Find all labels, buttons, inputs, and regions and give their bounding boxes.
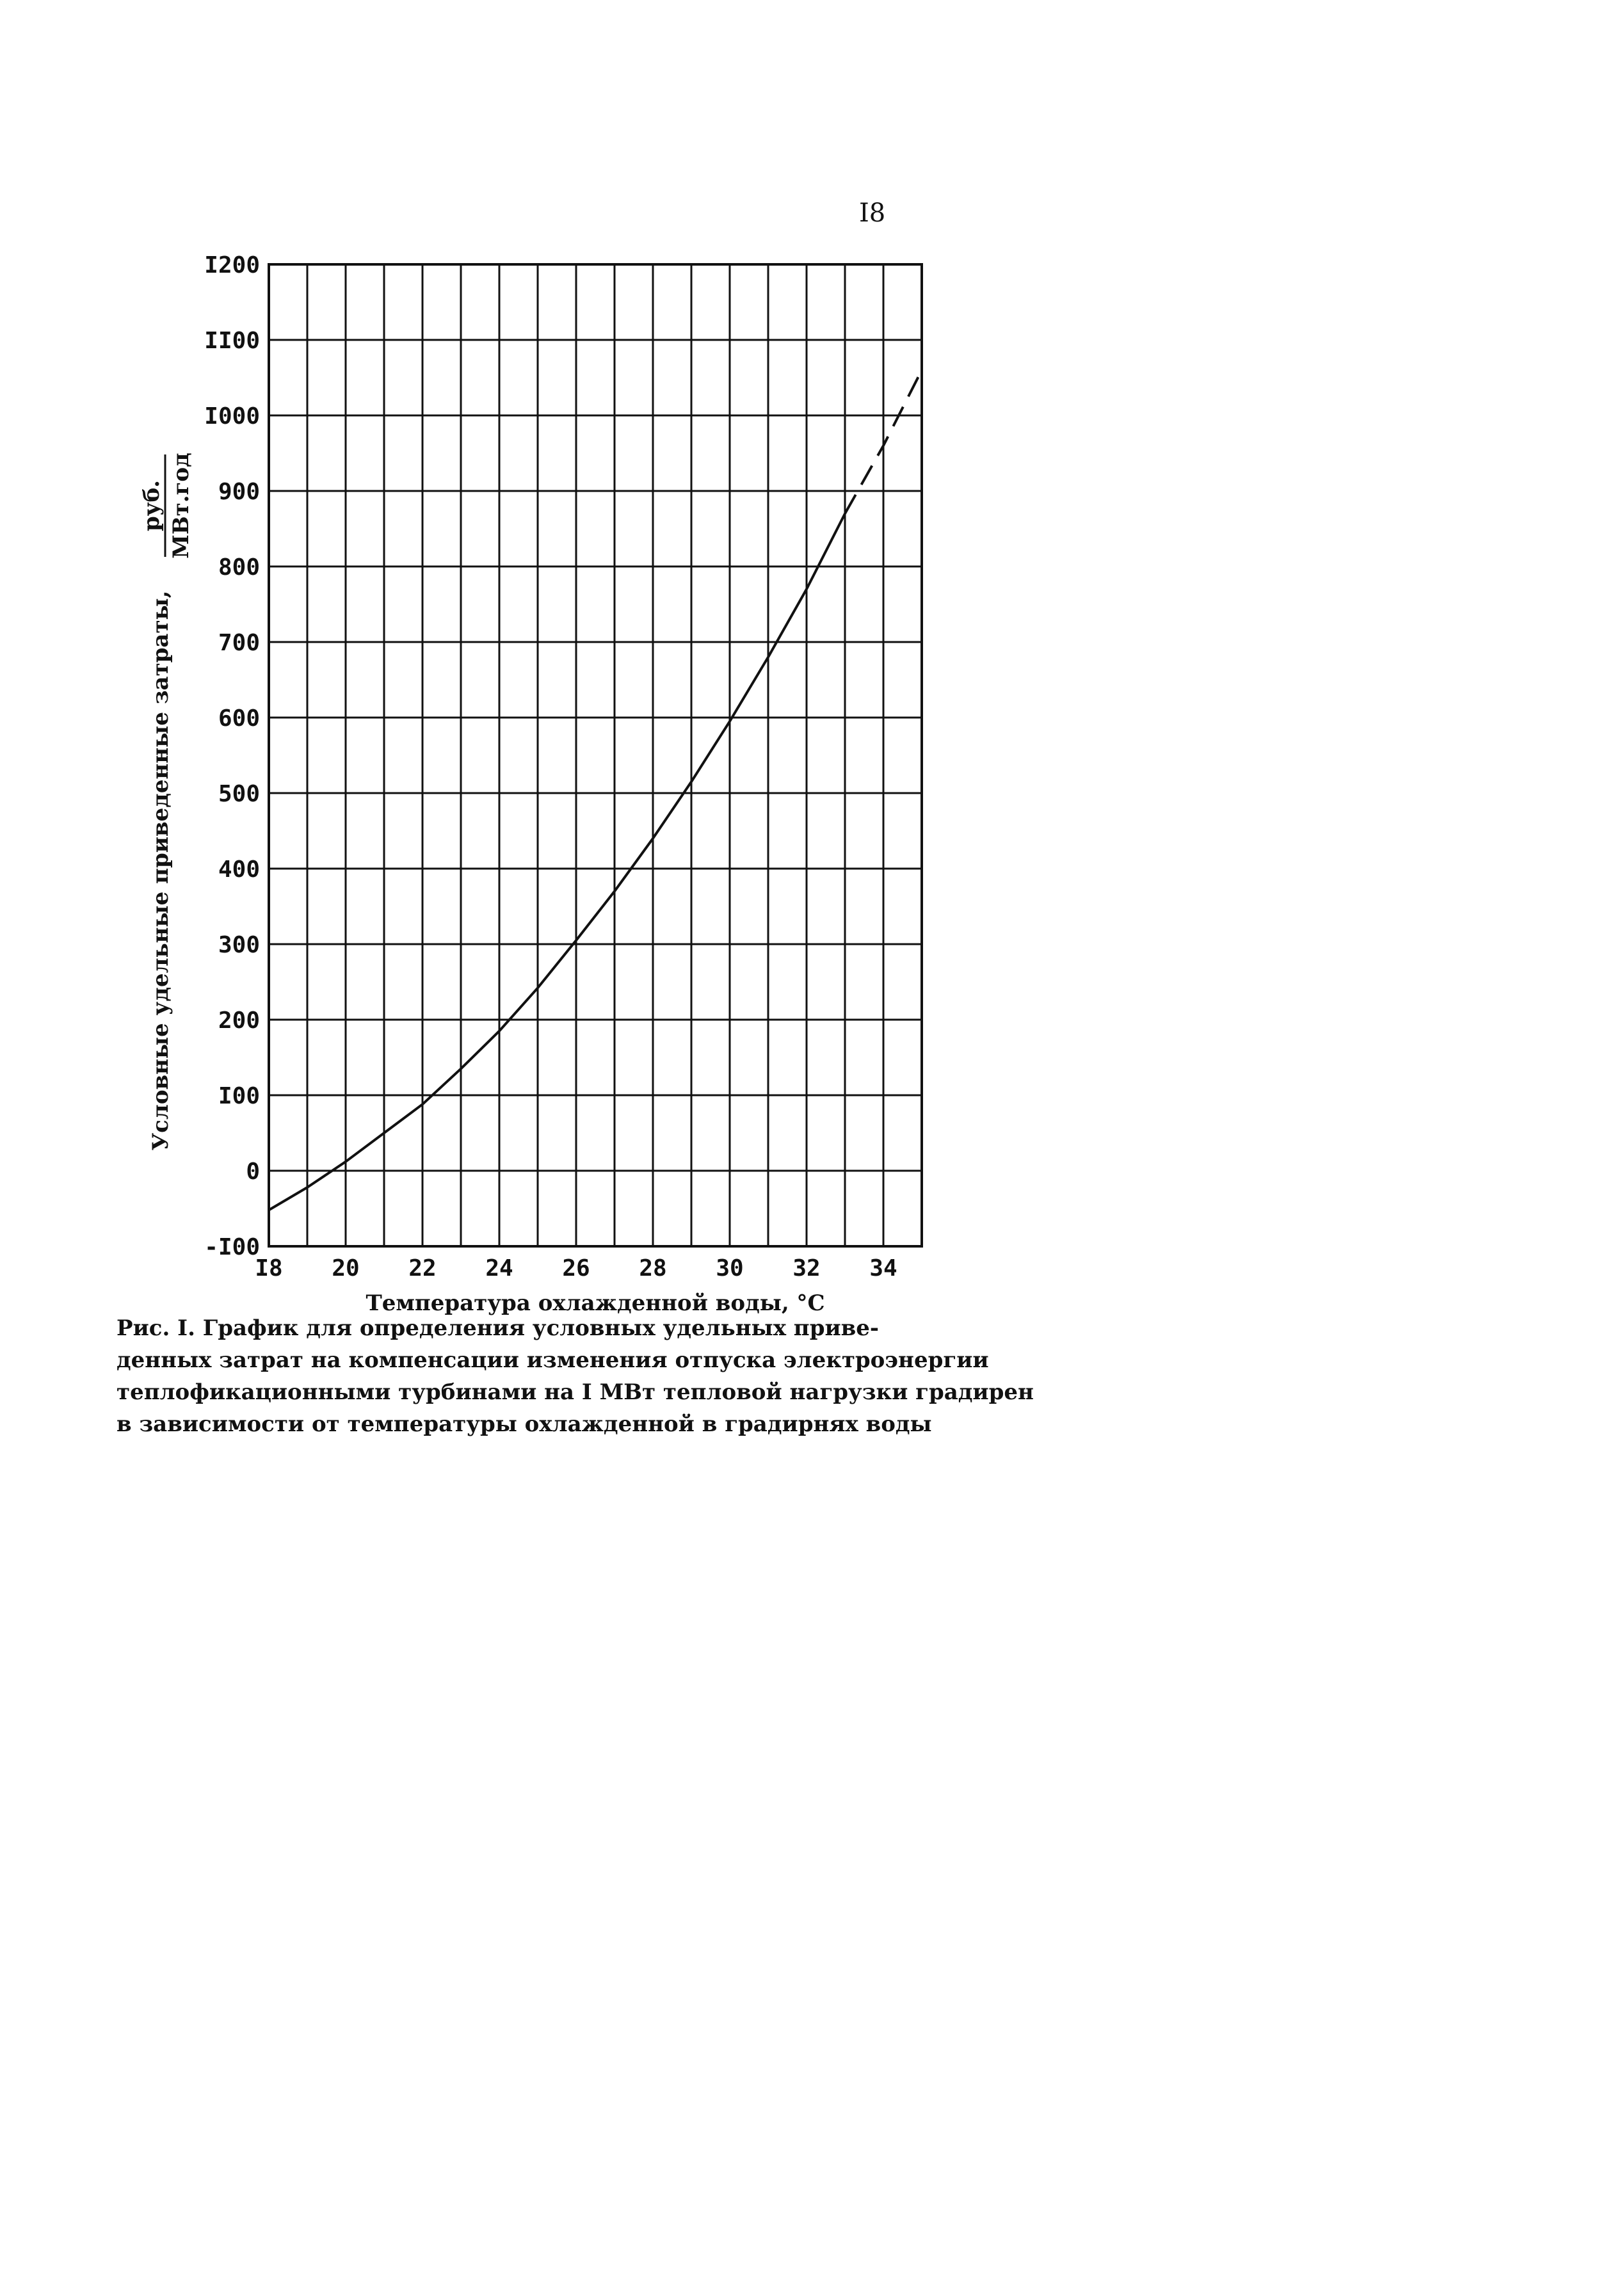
y-tick-label: -I00 bbox=[204, 1234, 260, 1260]
x-tick-label: 32 bbox=[792, 1255, 821, 1281]
figure-caption bbox=[117, 1312, 1034, 1440]
x-tick-label: 30 bbox=[716, 1255, 744, 1281]
y-axis-unit-denominator: МВт.год bbox=[168, 453, 194, 559]
x-tick-label: 34 bbox=[869, 1255, 897, 1281]
y-tick-label: 200 bbox=[218, 1008, 260, 1034]
caption-line: теплофикационными турбинами на I МВт тепловой нагрузки градирен bbox=[117, 1379, 1034, 1405]
series-line-solid bbox=[269, 513, 845, 1210]
x-tick-label: 22 bbox=[408, 1255, 437, 1281]
y-axis-unit-numerator: руб. bbox=[139, 479, 165, 532]
x-tick-label: 28 bbox=[639, 1255, 667, 1281]
y-axis-label-group bbox=[139, 453, 194, 1150]
caption-line: в зависимости от температуры охлажденной в градирнях воды bbox=[117, 1411, 932, 1437]
x-tick-label: I8 bbox=[255, 1255, 283, 1281]
y-tick-label: I200 bbox=[204, 252, 260, 278]
caption-line: Рис. I. График для определения условных удельных приве- bbox=[117, 1315, 880, 1341]
chart-series bbox=[269, 370, 922, 1210]
y-tick-labels bbox=[204, 252, 260, 1260]
x-tick-label: 24 bbox=[485, 1255, 513, 1281]
chart-grid bbox=[269, 264, 922, 1246]
y-tick-label: 300 bbox=[218, 932, 260, 958]
y-tick-label: II00 bbox=[204, 328, 260, 354]
y-tick-label: I00 bbox=[218, 1083, 260, 1109]
y-tick-label: 800 bbox=[218, 554, 260, 581]
plot-border bbox=[269, 264, 922, 1246]
x-tick-label: 20 bbox=[332, 1255, 360, 1281]
caption-line: денных затрат на компенсации изменения отпуска электроэнергии bbox=[117, 1347, 989, 1373]
y-tick-label: 400 bbox=[218, 856, 260, 883]
y-tick-label: 500 bbox=[218, 781, 260, 807]
page-number: I8 bbox=[859, 198, 886, 228]
x-tick-labels bbox=[255, 1255, 897, 1281]
x-axis-label: Температура охлажденной воды, °С bbox=[366, 1290, 825, 1316]
x-tick-label: 26 bbox=[562, 1255, 590, 1281]
y-tick-label: 600 bbox=[218, 705, 260, 732]
y-tick-label: 700 bbox=[218, 630, 260, 656]
y-axis-label: Условные удельные приведенные затраты, bbox=[148, 590, 173, 1151]
y-tick-label: 0 bbox=[246, 1159, 260, 1185]
y-tick-label: I000 bbox=[204, 403, 260, 430]
plot-frame bbox=[269, 264, 922, 1246]
y-tick-label: 900 bbox=[218, 479, 260, 505]
